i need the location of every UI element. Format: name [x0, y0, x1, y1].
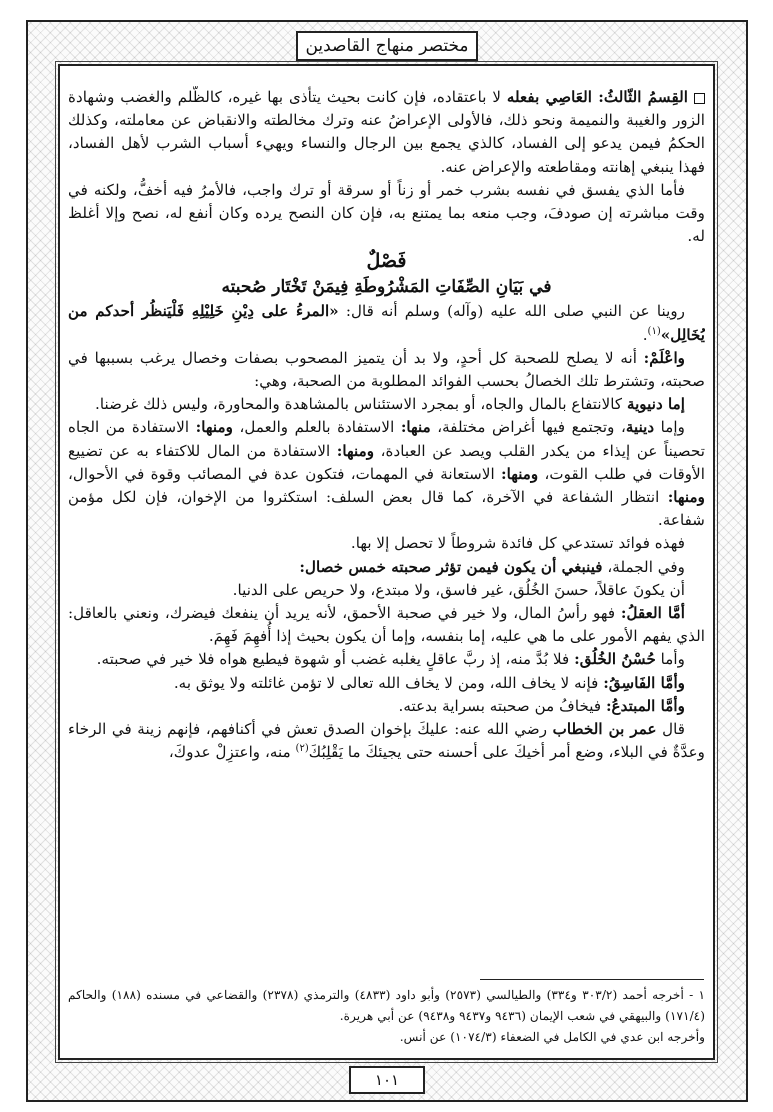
text-run: الاستفادة من الجاه تحصيناً عن إيذاء من يكدر القلب ويصد عن العبادة، [68, 418, 705, 460]
text-run-bold: فينبغي أن يكون فيمن تؤثر صحبته خمس خصال: [299, 557, 603, 576]
paragraph [68, 416, 705, 532]
text-run: وإما [654, 418, 685, 437]
paragraph-text: أنه لا يصلح للصحبة كل أحدٍ، ولا بد أن يتميز المصحوب بصفات وخصال يرغب بسببها في صحبته، وتشترط تلك الخصالُ بحسب الفوائد المطلوبة من الصحبة، وهي: [68, 348, 705, 391]
paragraph [68, 86, 705, 179]
text-run: وفي الجملة، [602, 557, 685, 576]
text-run-bold: حُسْنُ الخُلُق: [574, 650, 656, 669]
text-run: قال [656, 720, 686, 739]
footnote-item: وأخرجه ابن عدي في الكامل في الضعفاء (١٠٧٤/٣) عن أنس. [399, 1030, 705, 1044]
paragraph-lead: واعْلَمْ: [643, 348, 685, 367]
text-run: الاستعانة في المهمات، فتكون عدة في المصائب وقوة في الأحوال، [68, 464, 501, 483]
text-run: رضي الله عنه: عليكَ بإخوان الصدق تعش في أكنافهم، فإنهم زينة في الرخاء وعدَّةٌ في البلاء، وضع أمر أخيكَ على أحسنه حتى يجيئكَ ما يَقْلِبُكَ [68, 720, 705, 762]
paragraph [68, 695, 705, 718]
paragraph-lead: وأمَّا المبتدعُ: [605, 696, 685, 715]
paragraph-lead: وأمَّا الفَاسِقُ: [603, 673, 685, 692]
footnote-ref[interactable]: (١) [647, 325, 661, 337]
paragraph [68, 648, 705, 671]
paragraph-text: كالانتفاع بالمال والجاه، أو بمجرد الاستئناس بالمشاهدة والمحاورة، وليس ذلك غرضنا. [95, 395, 627, 414]
paragraph [68, 672, 705, 695]
paragraph-text: فإنه لا يخاف الله، ومن لا يخاف الله تعالى لا تؤمن غائلته ولا يوثق به. [173, 673, 604, 692]
text-run-bold: ومنها: [500, 464, 539, 483]
paragraph-text: فيخافُ من صحبته بسراية بدعته. [398, 696, 606, 715]
paragraph-text: فهو رأسُ المال، ولا خير في صحبة الأحمق، لأنه يريد أن ينفعك فيضرك، ونعني بالعاقل: الذي يفهم الأمور على ما هي عليه، إما بنفسه، وإما أن يكون بحيث إذا أُفهِمَ فَهِمَ. [68, 604, 705, 646]
paragraph-lead: إما دنيوية [626, 395, 685, 414]
paragraph: أن يكونَ عاقلاً، حسنَ الخُلُق، غير فاسق، ولا مبتدع، ولا حريص على الدنيا. [232, 580, 685, 599]
text-run: الاستفادة بالعلم والعمل، [232, 418, 401, 437]
square-bullet-icon [694, 93, 705, 104]
paragraph: فأما الذي يفسق في نفسه بشرب خمر أو زناً أو سرقة أو ترك واجب، فالأمرُ فيه أخفُّ، ولكنه في وقت مباشرته إن صودفَ، وجب منعه بما يمتنع به، فإن كان النصح يرده وكان أنفع له، نصح وإلا أغلظ له. [68, 180, 705, 246]
book-title: مختصر منهاج القاصدين [305, 36, 469, 56]
paragraph-text: لا باعتقاده، فإن كانت بحيث يتأذى بها غيره، كالظُّلم والغضب وشهادة الزور والغيبة والنميمة ونحو ذلك، فالأولى الإعراضُ عنه وترك مخالطته والانقباض عن معاملته، وكذلك الحكمُ فيمن يدعو إلى الفساد، كالذي يجمع بين الرجال والنساء ويهيء أسباب الشرب لأهل الفساد، فهذا ينبغي إهانته ومقاطعته والإعراض عنه. [68, 88, 705, 176]
page-number-box [349, 1066, 425, 1094]
text-run-bold: ومنها: [195, 418, 233, 437]
text-run: وأما [655, 650, 685, 669]
paragraph: روينا عن النبي صلى الله عليه (وآله) وسلم أنه قال: «المرءُ على دِيْنِ خَلِيْلِهِ فَلْيَنظُر أحدكم من يُخَالِل»$^{(١)}$. [68, 302, 705, 344]
text-run-bold: عمر بن الخطاب [552, 720, 657, 739]
chapter-heading: فَصْلٌ [366, 250, 407, 273]
page-number: ١٠١ [374, 1071, 400, 1089]
section-lead: القِسمُ الثّالثُ: العَاصِي بفعله [506, 88, 688, 106]
paragraph-text: روينا عن النبي صلى الله عليه (وآله) وسلم أنه قال: [338, 302, 686, 321]
text-run: الاستفادة من المال للاكتفاء به عن تضييع الأوقات في طلب القوت، [68, 441, 705, 483]
paragraph [68, 602, 705, 648]
footnote-ref[interactable]: (٢) [295, 743, 309, 755]
text-run-bold: ومنها: [336, 441, 375, 460]
footnote-item: ١ - أخرجه أحمد (٣٠٣/٢ و٣٣٤) والطيالسي (٢٥٧٣) وأبو داود (٤٨٣٣) والترمذي (٢٣٧٨) والقضاعي في مسنده (١٨٨) والحاكم (١٧١/٤) والبيهقي في شعب الإيمان (٩٤٣٦ و٩٤٣٧ و٩٤٣٨) عن أبي هريرة. [68, 988, 706, 1023]
page-body [68, 86, 705, 1051]
footnotes [68, 985, 705, 1048]
paragraph [68, 393, 705, 416]
chapter-title: في بَيَانِ الصِّفَاتِ المَشْرُوطَةِ فِيمَنْ تَخْتَار صُحبته [221, 277, 552, 298]
paragraph: فهذه فوائد تستدعي كل فائدة شروطاً لا تحصل إلا بها. [350, 534, 685, 553]
text-run: منه، واعتزِلْ عدوكَ، [168, 743, 296, 762]
paragraph [68, 718, 705, 764]
text-run-bold: ومنها: [667, 488, 705, 507]
hadith-quote: «المرءُ على دِيْنِ خَلِيْلِهِ فَلْيَنظُر أحدكم من يُخَالِل» [68, 302, 705, 344]
paragraph-lead: أمَّا العقلُ: [620, 604, 686, 623]
running-header [296, 31, 478, 61]
text-run: فلا بُدَّ منه، إذ ربَّ عاقلٍ يغلبه غضب أو شهوة فيطيع هواه فلا خير في صحبته. [96, 650, 575, 669]
paragraph [68, 347, 705, 393]
paragraph [68, 556, 705, 579]
footnote-divider [480, 979, 704, 980]
text-run: انتظار الشفاعة في الآخرة، كما قال بعض السلف: استكثروا من الإخوان، فإن لكل مؤمن شفاعة. [68, 488, 705, 530]
text-run: ، وتجتمع فيها أغراض مختلفة، [430, 418, 626, 437]
text-run-bold: منها: [400, 418, 431, 437]
text-run-bold: دينية [625, 418, 655, 437]
